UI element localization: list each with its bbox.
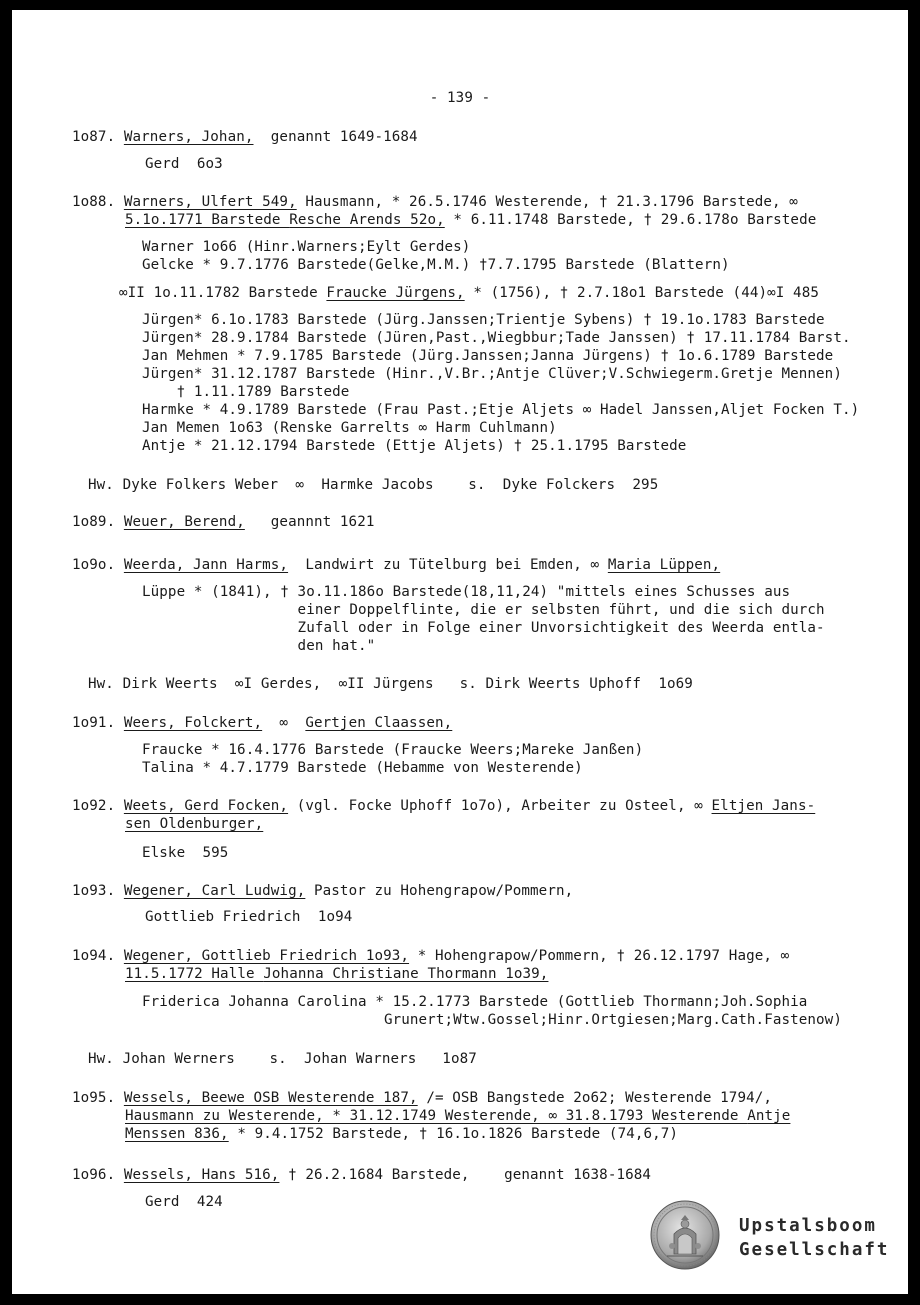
entry-1092: 1o92. Weets, Gerd Focken, (vgl. Focke Uphoff 1o7o), Arbeiter zu Osteel, ∞ Eltjen Jans-: [72, 798, 816, 814]
entry-number: 1o9o.: [72, 557, 116, 573]
cross-reference: Hw. Dyke Folkers Weber ∞ Harmke Jacobs s. Dyke Folckers 295: [88, 477, 659, 493]
entry-name: Warners, Ulfert 549,: [123, 194, 297, 210]
entry-number: 1o92.: [72, 798, 116, 814]
entry-1093: 1o93. Wegener, Carl Ludwig, Pastor zu Hohengrapow/Pommern,: [72, 883, 574, 899]
entry-1096: 1o96. Wessels, Hans 516, † 26.2.1684 Barstede, genannt 1638-1684: [72, 1167, 652, 1183]
entry-1088: 1o88. Warners, Ulfert 549, Hausmann, * 26.5.1746 Westerende, † 21.3.1796 Barstede, ∞: [72, 194, 798, 210]
child-line: † 1.11.1789 Barstede: [142, 384, 350, 400]
entry-number: 1o87.: [72, 129, 116, 145]
child-line: Harmke * 4.9.1789 Barstede (Frau Past.;Etje Aljets ∞ Hadel Janssen,Aljet Focken T.): [142, 402, 860, 418]
entry-1094: 1o94. Wegener, Gottlieb Friedrich 1o93, * Hohengrapow/Pommern, † 26.12.1797 Hage, ∞: [72, 948, 790, 964]
spouse-name: Antje: [747, 1108, 791, 1124]
entry-name: Weets, Gerd Focken,: [123, 798, 289, 814]
entry-1095-line: Hausmann zu Westerende, * 31.12.1749 Westerende, ∞ 31.8.1793 Westerende Antje: [125, 1108, 791, 1124]
child-line: Warner 1o66 (Hinr.Warners;Eylt Gerdes): [142, 239, 471, 255]
entry-name: Wegener, Carl Ludwig,: [123, 883, 306, 899]
entry-number: 1o94.: [72, 948, 116, 964]
child-line: Fraucke * 16.4.1776 Barstede (Fraucke Weers;Mareke Janßen): [142, 742, 644, 758]
child-line: Gelcke * 9.7.1776 Barstede(Gelke,M.M.) †7.7.1795 Barstede (Blattern): [142, 257, 730, 273]
child-line: Jürgen* 31.12.1787 Barstede (Hinr.,V.Br.;Antje Clüver;V.Schwiegerm.Gretje Mennen): [142, 366, 842, 382]
cross-reference: Hw. Dirk Weerts ∞I Gerdes, ∞II Jürgens s. Dirk Weerts Uphoff 1o69: [88, 676, 693, 692]
entry-1092-spouse-cont: sen Oldenburger,: [125, 816, 264, 832]
spouse-name: Eltjen Jans-: [711, 798, 816, 814]
entry-1087: 1o87. Warners, Johan, genannt 1649-1684: [72, 129, 418, 145]
entry-1088-marriage: 5.1o.1771 Barstede Resche Arends 52o, * 6.11.1748 Barstede, † 29.6.178o Barstede: [125, 212, 817, 228]
entry-1088-second-marriage: ∞II 1o.11.1782 Barstede Fraucke Jürgens, * (1756), † 2.7.18o1 Barstede (44)∞I 485: [119, 285, 819, 301]
child-line: Friderica Johanna Carolina * 15.2.1773 Barstede (Gottlieb Thormann;Joh.Sophia: [142, 994, 808, 1010]
entry-1095-line: Menssen 836, * 9.4.1752 Barstede, † 16.1o.1826 Barstede (74,6,7): [125, 1126, 679, 1142]
entry-number: 1o88.: [72, 194, 116, 210]
entry-number: 1o95.: [72, 1090, 116, 1106]
entry-1090-line: Zufall oder in Folge einer Unvorsichtigkeit des Weerda entla-: [142, 620, 825, 636]
entry-name: Weerda, Jann Harms,: [123, 557, 289, 573]
child-line: Talina * 4.7.1779 Barstede (Hebamme von Westerende): [142, 760, 583, 776]
child-line: Jan Mehmen * 7.9.1785 Barstede (Jürg.Janssen;Janna Jürgens) † 1o.6.1789 Barstede: [142, 348, 834, 364]
entry-1092-children: Elske 595: [142, 845, 229, 861]
brand-line-2: Gesellschaft: [739, 1240, 890, 1260]
child-line: Antje * 21.12.1794 Barstede (Ettje Aljets) † 25.1.1795 Barstede: [142, 438, 687, 454]
spouse-name: Gertjen Claassen,: [305, 715, 453, 731]
child-line: Jürgen* 6.1o.1783 Barstede (Jürg.Janssen;Trientje Sybens) † 19.1o.1783 Barstede: [142, 312, 825, 328]
entry-number: 1o93.: [72, 883, 116, 899]
entry-name: Weers, Folckert,: [123, 715, 263, 731]
entry-name: Wegener, Gottlieb Friedrich 1o93,: [123, 948, 410, 964]
entry-1089: 1o89. Weuer, Berend, geannnt 1621: [72, 514, 375, 530]
child-line: Grunert;Wtw.Gossel;Hinr.Ortgiesen;Marg.Cath.Fastenow): [142, 1012, 842, 1028]
entry-number: 1o89.: [72, 514, 116, 530]
entry-number: 1o91.: [72, 715, 116, 731]
page-number: - 139 -: [429, 90, 491, 106]
spouse-name: Johanna Christiane Thormann 1o39,: [263, 966, 549, 982]
entry-1090-line: einer Doppelflinte, die er selbsten führt, und die sich durch: [142, 602, 825, 618]
entry-1096-children: Gerd 424: [145, 1194, 223, 1210]
society-seal-icon: [650, 1200, 720, 1270]
brand-line-1: Upstalsboom: [739, 1216, 877, 1236]
entry-1090-line: den hat.": [142, 638, 376, 654]
child-line: Jürgen* 28.9.1784 Barstede (Jüren,Past.,Wiegbbur;Tade Janssen) † 17.11.1784 Barst.: [142, 330, 851, 346]
entry-name: Wessels, Beewe OSB Westerende 187,: [123, 1090, 418, 1106]
entry-1087-children: Gerd 6o3: [145, 156, 223, 172]
spouse-name: Fraucke Jürgens,: [326, 285, 465, 301]
spouse-name: Maria Lüppen,: [607, 557, 721, 573]
document-page: [12, 10, 908, 1294]
spouse-name: Resche Arends 52o,: [289, 212, 445, 228]
child-line: Jan Memen 1o63 (Renske Garrelts ∞ Harm Cuhlmann): [142, 420, 557, 436]
entry-number: 1o96.: [72, 1167, 116, 1183]
entry-1090: 1o9o. Weerda, Jann Harms, Landwirt zu Tütelburg bei Emden, ∞ Maria Lüppen,: [72, 557, 721, 573]
entry-name: Warners, Johan,: [123, 129, 254, 145]
entry-1095: 1o95. Wessels, Beewe OSB Westerende 187, /= OSB Bangstede 2o62; Westerende 1794/,: [72, 1090, 773, 1106]
entry-1091: 1o91. Weers, Folckert, ∞ Gertjen Claassen,: [72, 715, 453, 731]
entry-1093-children: Gottlieb Friedrich 1o94: [145, 909, 353, 925]
entry-name: Wessels, Hans 516,: [123, 1167, 280, 1183]
entry-name: Weuer, Berend,: [123, 514, 245, 530]
entry-1090-line: Lüppe * (1841), † 3o.11.186o Barstede(18,11,24) "mittels eines Schusses aus: [142, 584, 791, 600]
entry-1094-marriage: 11.5.1772 Halle Johanna Christiane Thormann 1o39,: [125, 966, 549, 982]
cross-reference: Hw. Johan Werners s. Johan Warners 1o87: [88, 1051, 477, 1067]
